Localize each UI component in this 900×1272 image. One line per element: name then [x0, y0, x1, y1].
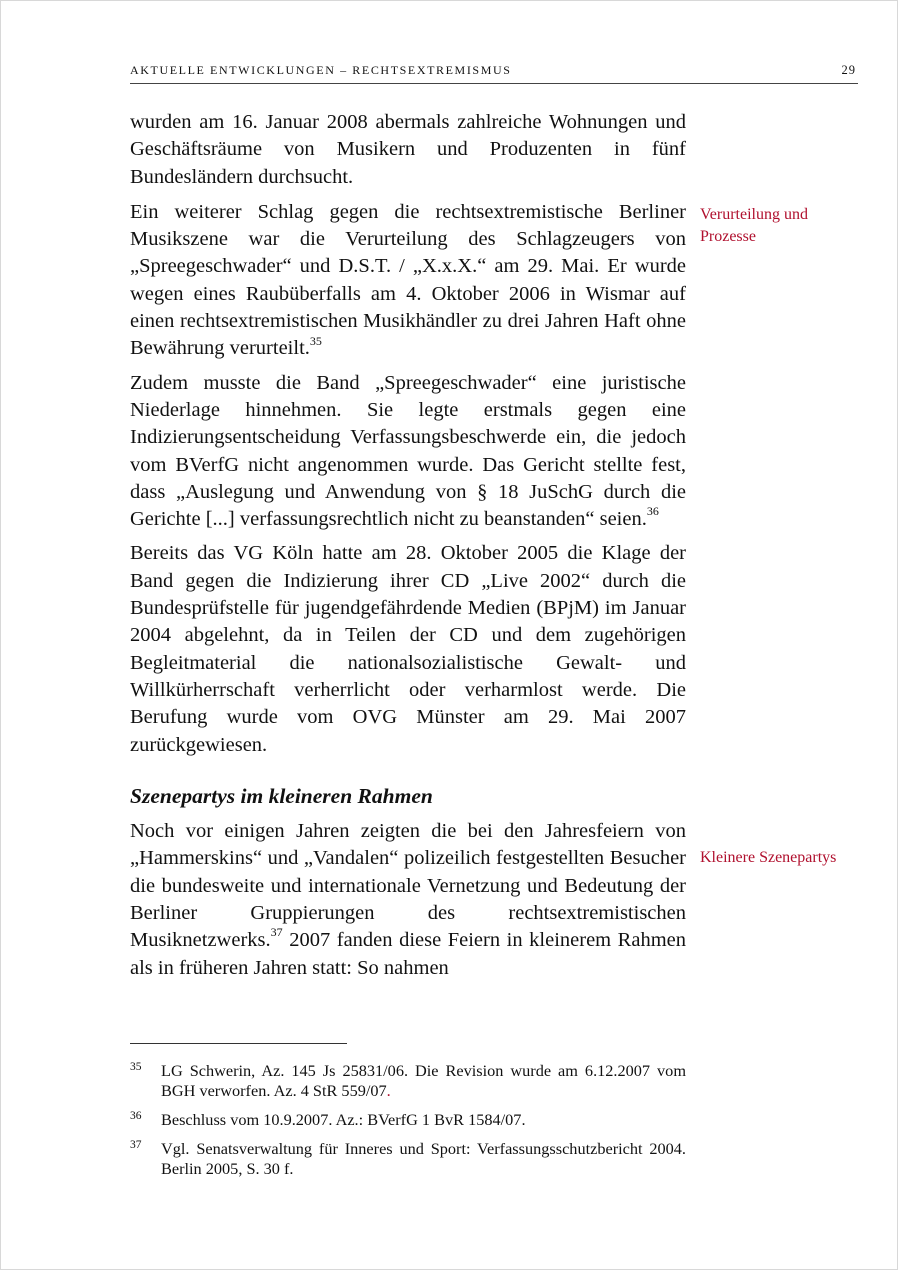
- paragraph-3: [130, 370, 686, 534]
- paragraph-5-text-a: Noch vor einigen Jahren zeigten die bei den Jahresfeiern von „Hammerskins“ und „Vandalen“ polizeilich festgestellten Besucher die bundesweite und internationale Vernetzung und Bedeutung der Berliner Gruppierungen des rechtsextremistischen Musiknetzwerks.: [130, 820, 686, 952]
- footnote-ref-36[interactable]: 36: [646, 504, 659, 519]
- paragraph-2: [130, 199, 686, 363]
- footnotes: [130, 1061, 686, 1188]
- footnote-ref-35[interactable]: 35: [309, 333, 322, 348]
- footnote-text: Vgl. Senatsverwaltung für Inneres und Sport: Verfassungsschutzbericht 2004. Berlin 2005, S. 30 f.: [161, 1139, 686, 1178]
- paragraph-3-text: Zudem musste die Band „Spreegeschwader“ eine juristische Niederlage hinnehmen. Sie legte erstmals gegen eine Indizierungsentscheidung Verfassungsbeschwerde ein, die jedoch vom BVerfG nicht angenommen wurde. Das Gericht stellte fest, dass „Auslegung und Anwendung von § 18 JuSchG durch die Gerichte [...] verfassungsrechtlich nicht zu beanstanden“ seien.: [130, 371, 686, 531]
- footnote-divider: [130, 1043, 347, 1044]
- footnote-36: [130, 1110, 686, 1130]
- paragraph-2-text: Ein weiterer Schlag gegen die rechtsextremistische Berliner Musikszene war die Verurteilung des Schlagzeugers von „Spreegeschwader“ und D.S.T. / „X.x.X.“ am 29. Mai. Er wurde wegen eines Raubüberfalls am 4. Oktober 2006 in Wismar auf einen rechtsextremistischen Musikhändler zu drei Jahren Haft ohne Bewährung verurteilt.: [130, 200, 686, 360]
- footnote-number: 37: [130, 1139, 142, 1151]
- section-heading: Szenepartys im kleineren Rahmen: [130, 783, 433, 808]
- footnote-ref-37[interactable]: 37: [270, 925, 283, 940]
- margin-note-verurteilung: Verurteilung und Prozesse: [700, 206, 808, 245]
- page-number: 29: [841, 63, 856, 77]
- footnote-37: [130, 1139, 686, 1179]
- running-header: [130, 63, 858, 84]
- footnote-trailing-mark: .: [386, 1081, 391, 1100]
- paragraph-5-text-b: 2007 fanden diese Feiern in kleinerem Rahmen als in früheren Jahren statt: So nahmen: [130, 929, 686, 979]
- footnote-text: LG Schwerin, Az. 145 Js 25831/06. Die Revision wurde am 6.12.2007 vom BGH verworfen. Az. 4 StR 559/07: [161, 1061, 686, 1100]
- paragraph-5: [130, 818, 686, 982]
- footnote-number: 36: [130, 1110, 142, 1122]
- margin-note-szenepartys: Kleinere Szenepartys: [700, 849, 837, 866]
- paragraph-1: wurden am 16. Januar 2008 abermals zahlreiche Wohnungen und Geschäftsräume von Musikern und Produzenten in fünf Bundesländern durchsucht.: [130, 111, 686, 188]
- running-header-title: AKTUELLE ENTWICKLUNGEN – RECHTSEXTREMISMUS: [130, 63, 512, 77]
- main-text: [130, 109, 686, 989]
- paragraph-4: Bereits das VG Köln hatte am 28. Oktober 2005 die Klage der Band gegen die Indizierung ihrer CD „Live 2002“ durch die Bundesprüfstelle für jugendgefährdende Medien (BPjM) im Januar 2004 abgelehnt, da in Teilen der CD und dem zugehörigen Begleitmaterial die nationalsozialistische Gewalt- und Willkürherrschaft verherrlicht oder verharmlost werde. Die Berufung wurde vom OVG Münster am 29. Mai 2007 zurückgewiesen.: [130, 542, 686, 756]
- footnote-35: [130, 1061, 686, 1101]
- footnote-text: Beschluss vom 10.9.2007. Az.: BVerfG 1 BvR 1584/07.: [161, 1110, 526, 1129]
- footnote-number: 35: [130, 1061, 142, 1073]
